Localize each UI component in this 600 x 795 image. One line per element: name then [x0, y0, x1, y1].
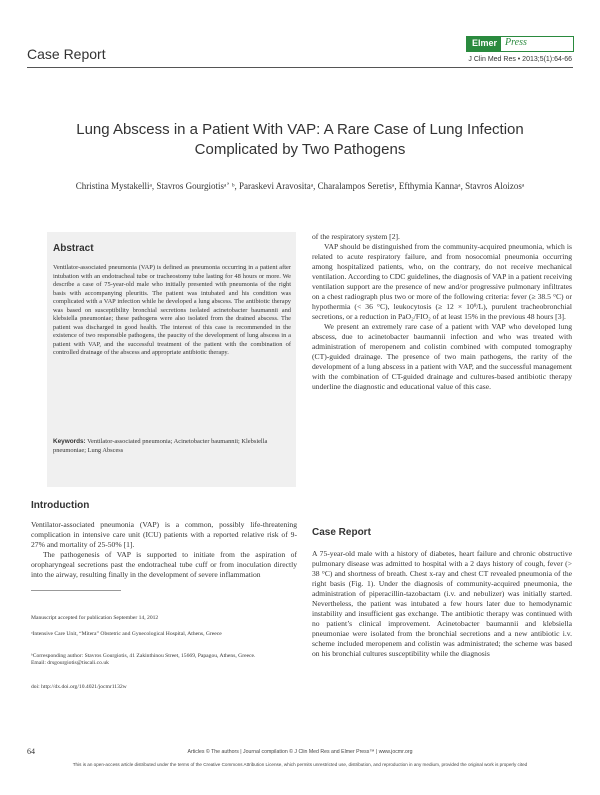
- journal-reference: J Clin Med Res • 2013;5(1):64-66: [468, 56, 572, 63]
- footnote-corresponding: ᵇCorresponding author: Stavros Gourgiotis, 41 Zakinthinou Street, 15669, Papagou, Athens, Greece. Email: drsgourgiotis@tiscali.co.uk: [31, 653, 256, 667]
- footer-license: This is an open-access article distributed under the terms of the Creative Commons Attribution License, which permits unrestricted use, distribution, and reproduction in any medium, provided the original work is properly cited: [72, 762, 528, 767]
- article-title: Lung Abscess in a Patient With VAP: A Rare Case of Lung Infection Complicated by Two Pathogens: [76, 121, 524, 158]
- header-divider: [27, 67, 573, 68]
- intro-paragraph-1: Ventilator-associated pneumonia (VAP) is a common, possibly life-threatening complication in intensive care unit (ICU) patients with a reported relative risk of 9-27% and mortality of 25-50% [1].: [31, 520, 297, 549]
- keywords-label: Keywords:: [53, 438, 86, 445]
- intro-paragraph-4: We present an extremely rare case of a patient with VAP who developed lung abscess, due to acinetobacter baumannii infection and who was treated with administration of meropenem and colistin combined with computed tomography (CT)-guided drainage. The presence of two main pathogens, the rarity of the development of a lung abscess in a patient with VAP, and the successful management with the combination of CT-guided drainage and cultures-based antibiotic therapy underline the diagnostic and educational value of this case.: [312, 322, 572, 391]
- footnote-affiliation: ᵃIntensive Care Unit, “Mitera” Obstetric and Gynecological Hospital, Athens, Greece: [31, 631, 222, 637]
- case-report-heading: Case Report: [312, 527, 371, 538]
- intro-continuation: of the respiratory system [2].: [312, 232, 400, 241]
- keywords: [53, 438, 291, 455]
- keywords-text: Ventilator-associated pneumonia; Acinetobacter baumannii; Klebsiella pneumoniae; Lung Abscess: [53, 438, 268, 454]
- footer-copyright: Articles © The authors | Journal compilation © J Clin Med Res and Elmer Press™ | www.jocmr.org: [187, 749, 413, 755]
- article-type: Case Report: [27, 46, 106, 62]
- logo-part2: Press: [505, 37, 527, 48]
- footnote-accepted: Manuscript accepted for publication September 14, 2012: [31, 615, 159, 621]
- intro-paragraph-2: The pathogenesis of VAP is supported to initiate from the aspiration of oropharyngeal secretions past the endotracheal tube cuff or from inoculation directly into the airway, resulting finally in the development of severe inflammation: [31, 550, 297, 579]
- right-column-intro: [312, 232, 572, 392]
- abstract-text: Ventilator-associated pneumonia (VAP) is defined as pneumonia occurring in a patient after intubation with an endotracheal tube or tracheostomy tube lasting for 48 hours or more. We describe a case of 75-year-old male who initially presented with pneumonia of the right basis with accompanying pleuritis. The patient was intubated and his condition was complicated with a VAP infection while he developed a lung abscess. The antibiotic therapy was based on susceptibility bronchial secretions isolated acinetobacter baumannii and klebsiella pneumoniae; these pathogens were also isolated from the drained abscess. The patient was discharged in good health. The interest of this case is recommended in the existence of two responsible pathogens, the paucity of the development of lung abscess in a patient with VAP, and the successful treatment of the patient with the combination of controlled drainage of the abscess and appropriate antibiotic therapy.: [53, 264, 291, 356]
- case-paragraph: A 75-year-old male with a history of diabetes, heart failure and chronic obstructive pulmonary disease was admitted to hospital with a 2 days history of cough, fever (> 38 °C) and shortness of breath. Chest x-ray and chest CT revealed pneumonia of the right basis (Fig. 1). Under the diagnosis of community-acquired pneumonia, the administration of piperacillin-tazobactam (i.v. and nebulizer) was initially started. Nevertheless, the patient was intubated a few hours later due to hemodynamic instability and insufficient gas exchange. The antibiotic therapy was continued with no patient’s clinical improvement. Acinetobacter baumannii and klebsiella pneumoniae were isolated from the bronchial secretions and a new antibiotic i.v. scheme included meropenem and colistin was administrated; the scheme was based on his bronchial cultures susceptibility while the diagnosis: [312, 549, 572, 658]
- intro-paragraph-3: VAP should be distinguished from the community-acquired pneumonia, which is related to acute respiratory failure, and from nosocomial pneumonia occurring among hospitalized patients, who, on the contrary, do not receive mechanical ventilation. According to CDC guidelines, the diagnosis of VAP in a patient receiving ventilation support are the presence of new and/or progressive pulmonary infiltrates on a chest radiograph plus two or more of the following criteria: fever (≥ 38.5 °C) or hypothermia (< 36 °C), leukocytosis (≥ 12 × 10⁹/L), purulent tracheobronchial secretions, or a reduction in PaO₂/FIO₂ of at least 15% in the previous 48 hours [3].: [312, 242, 572, 321]
- footnote-rule: [31, 590, 121, 591]
- author-list: Christina Mystakelliᵃ, Stavros Gourgiotisᵃʼ ᵇ, Paraskevi Aravositaᵃ, Charalampos Seretisᵃ, Efthymia Kannaᵃ, Stavros Aloizosᵃ: [75, 181, 525, 191]
- page-number: 64: [27, 747, 35, 756]
- introduction-body: [31, 520, 297, 580]
- abstract-heading: Abstract: [53, 243, 94, 254]
- introduction-heading: Introduction: [31, 500, 90, 511]
- case-report-body: [312, 549, 572, 659]
- logo-part1: Elmer: [467, 37, 501, 51]
- publisher-logo: [466, 36, 574, 52]
- footnote-doi: doi: http://dx.doi.org/10.4021/jocmr1132w: [31, 684, 127, 690]
